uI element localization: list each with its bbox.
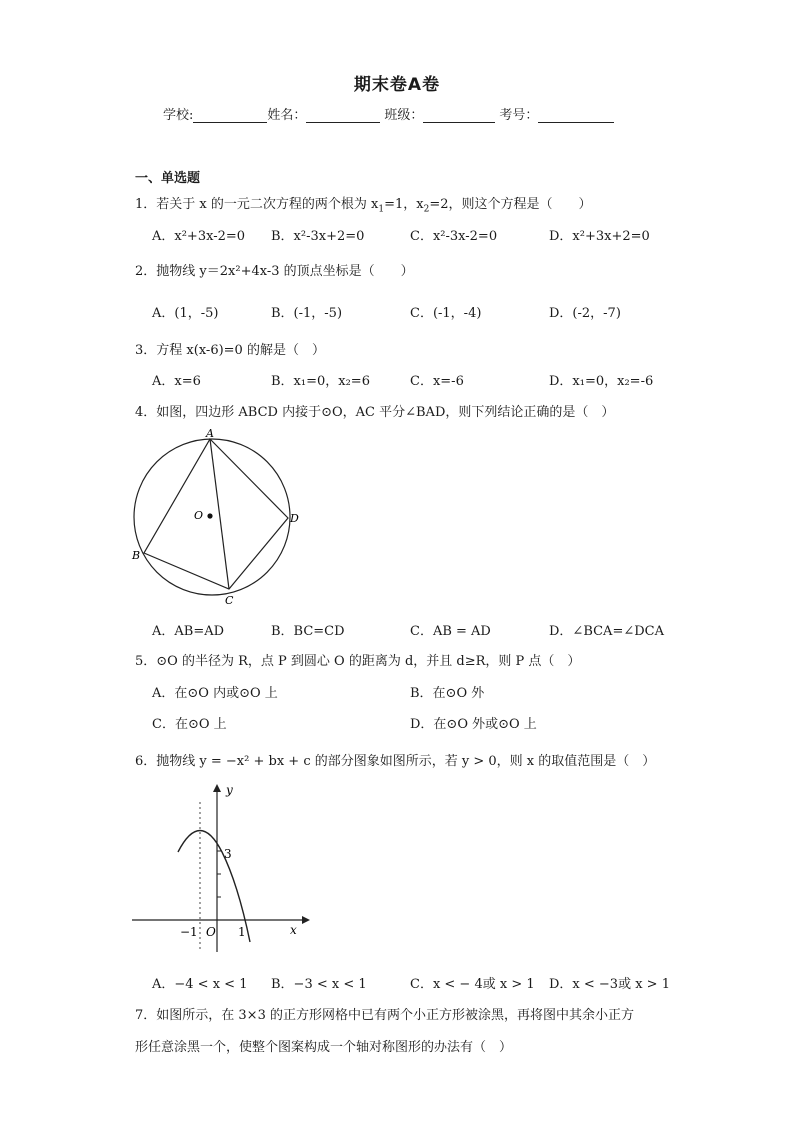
- question-3: [135, 339, 325, 358]
- q6-option-c[interactable]: C．x < − 4或 x > 1: [410, 977, 535, 992]
- question-text: 如图，四边形 ABCD 内接于⊙O，AC 平分∠BAD，则下列结论正确的是（ ）: [156, 405, 615, 420]
- question-number: 3．: [135, 343, 157, 358]
- subscript: 1: [378, 204, 385, 215]
- q1-option-c[interactable]: C．x²-3x-2=0: [410, 229, 498, 244]
- q3-option-a[interactable]: A．x=6: [152, 374, 201, 389]
- q6-option-a[interactable]: A．−4 < x < 1: [152, 977, 248, 992]
- number-label: 考号：: [499, 108, 539, 123]
- q4-option-d[interactable]: D．∠BCA=∠DCA: [549, 624, 664, 639]
- label-c: C: [225, 594, 234, 607]
- question-7: [135, 1004, 634, 1023]
- circle-quadrilateral-figure: [128, 425, 308, 610]
- label-a: A: [206, 427, 214, 440]
- school-label: 学校:: [163, 108, 194, 123]
- q3-option-c[interactable]: C．x=-6: [410, 374, 464, 389]
- q5-option-c[interactable]: C．在⊙O 上: [152, 717, 227, 732]
- question-number: 2．: [135, 264, 157, 279]
- question-5: [135, 650, 580, 669]
- q2-option-d[interactable]: D．(-2，-7): [549, 306, 621, 321]
- question-number: 1．: [135, 197, 157, 212]
- school-blank[interactable]: [193, 108, 267, 123]
- label-origin: O: [206, 925, 216, 939]
- question-number: 5．: [135, 654, 157, 669]
- question-4: [135, 401, 614, 420]
- page-title: 期末卷A卷: [353, 75, 441, 95]
- q4-option-a[interactable]: A．AB=AD: [152, 624, 225, 639]
- q3-option-b[interactable]: B．x₁=0，x₂=6: [271, 374, 370, 389]
- student-info-line: [163, 104, 614, 123]
- y-axis-arrow: [213, 784, 221, 792]
- q1-option-a[interactable]: A．x²+3x-2=0: [152, 229, 246, 244]
- q1-option-d[interactable]: D．x²+3x+2=0: [549, 229, 650, 244]
- number-blank[interactable]: [538, 108, 614, 123]
- question-2: [135, 260, 414, 279]
- center-point: [207, 513, 212, 518]
- label-o: O: [194, 509, 204, 522]
- x-axis-arrow: [302, 916, 310, 924]
- q4-option-c[interactable]: C．AB = AD: [410, 624, 491, 639]
- label-y: y: [226, 783, 233, 797]
- q5-option-a[interactable]: A．在⊙O 内或⊙O 上: [152, 686, 278, 701]
- question-text-part: 若关于 x 的一元二次方程的两个根为 x: [156, 197, 379, 212]
- question-number: 7．: [135, 1008, 157, 1023]
- q5-option-d[interactable]: D．在⊙O 外或⊙O 上: [410, 717, 537, 732]
- question-text: 抛物线 y = −x² + bx + c 的部分图象如图所示，若 y > 0，则 x 的取值范围是（ ）: [156, 754, 656, 769]
- question-6: [135, 750, 655, 769]
- q3-option-d[interactable]: D．x₁=0，x₂=-6: [549, 374, 654, 389]
- q1-option-b[interactable]: B．x²-3x+2=0: [271, 229, 365, 244]
- question-text-part: =2，则这个方程是（ ）: [429, 197, 592, 212]
- q6-option-d[interactable]: D．x < −3或 x > 1: [549, 977, 670, 992]
- q2-option-b[interactable]: B．(-1，-5): [271, 306, 343, 321]
- question-text: 抛物线 y＝2x²+4x-3 的顶点坐标是（ ）: [156, 264, 414, 279]
- label-d: D: [290, 512, 299, 525]
- q5-option-b[interactable]: B．在⊙O 外: [410, 686, 485, 701]
- label-b: B: [132, 549, 141, 562]
- subscript: 2: [423, 204, 430, 215]
- question-7-line-2: 形任意涂黑一个，使整个图案构成一个轴对称图形的办法有（ ）: [135, 1040, 513, 1055]
- name-blank[interactable]: [306, 108, 380, 123]
- q6-option-b[interactable]: B．−3 < x < 1: [271, 977, 367, 992]
- question-text: 方程 x(x-6)=0 的解是（ ）: [156, 343, 325, 358]
- label-1: 1: [238, 925, 246, 939]
- question-text-line-1: 如图所示，在 3×3 的正方形网格中已有两个小正方形被涂黑，再将图中其余小正方: [156, 1008, 634, 1023]
- q4-option-b[interactable]: B．BC=CD: [271, 624, 345, 639]
- question-text: ⊙O 的半径为 R，点 P 到圆心 O 的距离为 d，并且 d≥R，则 P 点（ ）: [156, 654, 581, 669]
- label-neg1: −1: [180, 925, 198, 939]
- question-1: [135, 193, 591, 215]
- q2-option-c[interactable]: C．(-1，-4): [410, 306, 482, 321]
- question-text-part: =1，x: [384, 197, 424, 212]
- question-number: 6．: [135, 754, 157, 769]
- q2-option-a[interactable]: A．(1，-5): [152, 306, 219, 321]
- question-number: 4．: [135, 405, 157, 420]
- section-heading: 一、单选题: [135, 171, 201, 186]
- label-3: 3: [224, 847, 232, 861]
- name-label: 姓名：: [267, 108, 307, 123]
- diagonal-ac: [210, 439, 229, 589]
- label-x: x: [290, 923, 297, 937]
- class-blank[interactable]: [423, 108, 495, 123]
- parabola-graph-figure: [128, 782, 313, 954]
- class-label: 班级：: [384, 108, 424, 123]
